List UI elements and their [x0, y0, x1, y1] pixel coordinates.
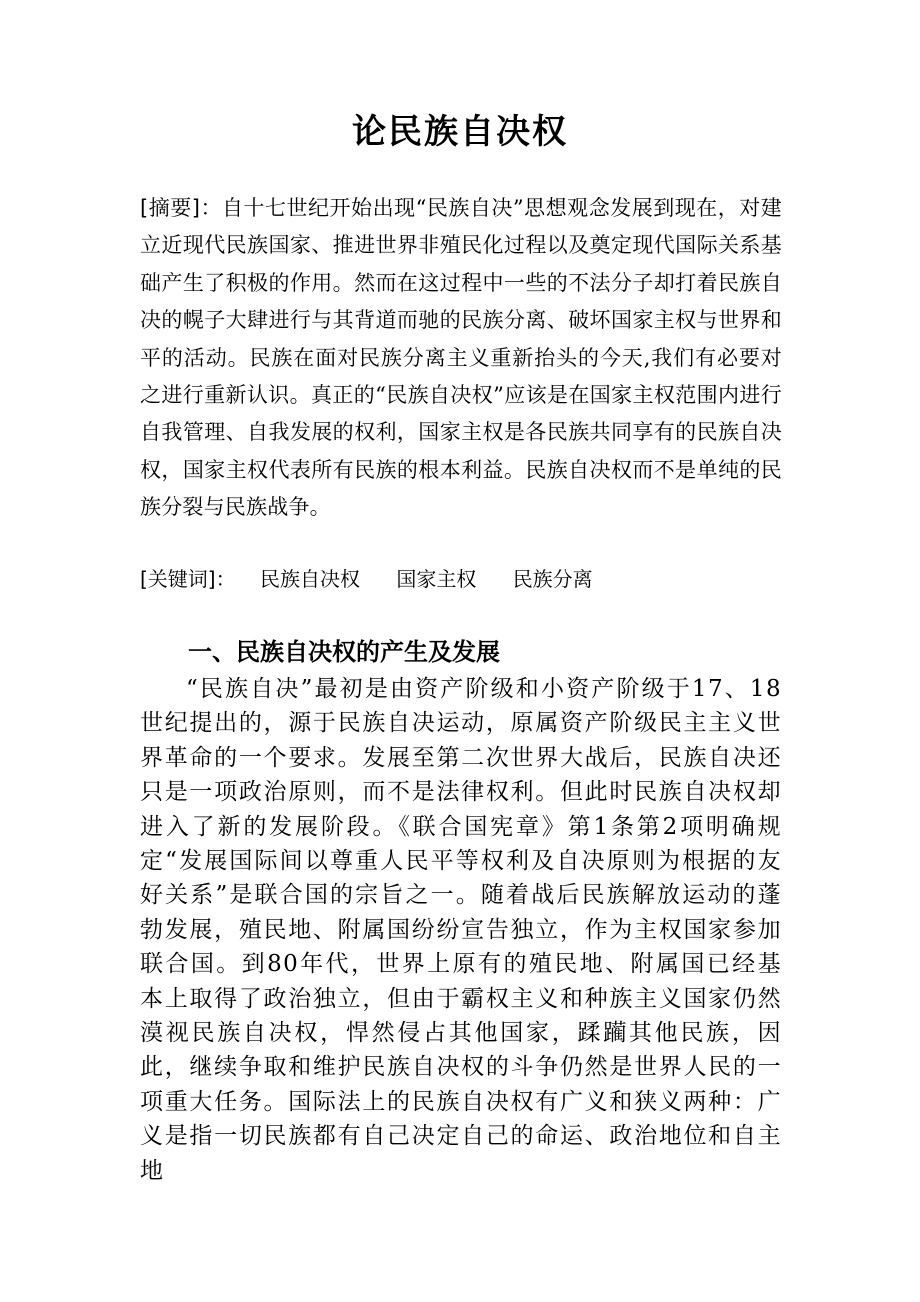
document-title: 论民族自决权 — [352, 112, 568, 152]
keyword-item: 国家主权 — [396, 567, 477, 591]
section-heading: 一、民族自决权的产生及发展 — [188, 638, 500, 666]
abstract-paragraph — [140, 190, 782, 527]
keywords-line — [140, 562, 782, 596]
abstract-label: [摘要] — [140, 196, 201, 220]
body-paragraph: “民族自决”最初是由资产阶级和小资产阶级于17、18世纪提出的，源于民族自决运动，原属资产阶级民主主义世界革命的一个要求。发展至第二次世界大战后，民族自决还只是一项政治原则，而不是法律权利。但此时民族自决权却进入了新的发展阶段。《联合国宪章》第1条第2项明确规定“发展国际间以尊重人民平等权利及自决原则为根据的友好关系”是联合国的宗旨之一。随着战后民族解放运动的蓬勃发展，殖民地、附属国纷纷宣告独立，作为主权国家参加联合国。到80年代，世界上原有的殖民地、附属国已经基本上取得了政治独立，但由于霸权主义和种族主义国家仍然漠视民族自决权，悍然侵占其他国家，蹂躏其他民族，因此，继续争取和维护民族自决权的斗争仍然是世界人民的一项重大任务。国际法上的民族自决权有广义和狭义两种：广义是指一切民族都有自己决定自己的命运、政治地位和自主地 — [140, 676, 782, 1184]
keywords-label: [关键词]： — [140, 567, 236, 591]
abstract-text: ：自十七世纪开始出现“民族自决”思想观念发展到现在，对建立近现代民族国家、推进世界非殖民化过程以及奠定现代国际关系基础产生了积极的作用。然而在这过程中一些的不法分子却打着民族自决的幌子大肆进行与其背道而驰的民族分离、破坏国家主权与世界和平的活动。民族在面对民族分离主义重新抬头的今天,我们有必要对之进行重新认识。真正的“民族自决权”应该是在国家主权范围内进行自我管理、自我发展的权利，国家主权是各民族共同享有的民族自决权，国家主权代表所有民族的根本利益。民族自决权而不是单纯的民族分裂与民族战争。 — [140, 196, 783, 520]
keyword-item: 民族分离 — [512, 567, 593, 591]
keyword-item: 民族自决权 — [259, 567, 360, 591]
